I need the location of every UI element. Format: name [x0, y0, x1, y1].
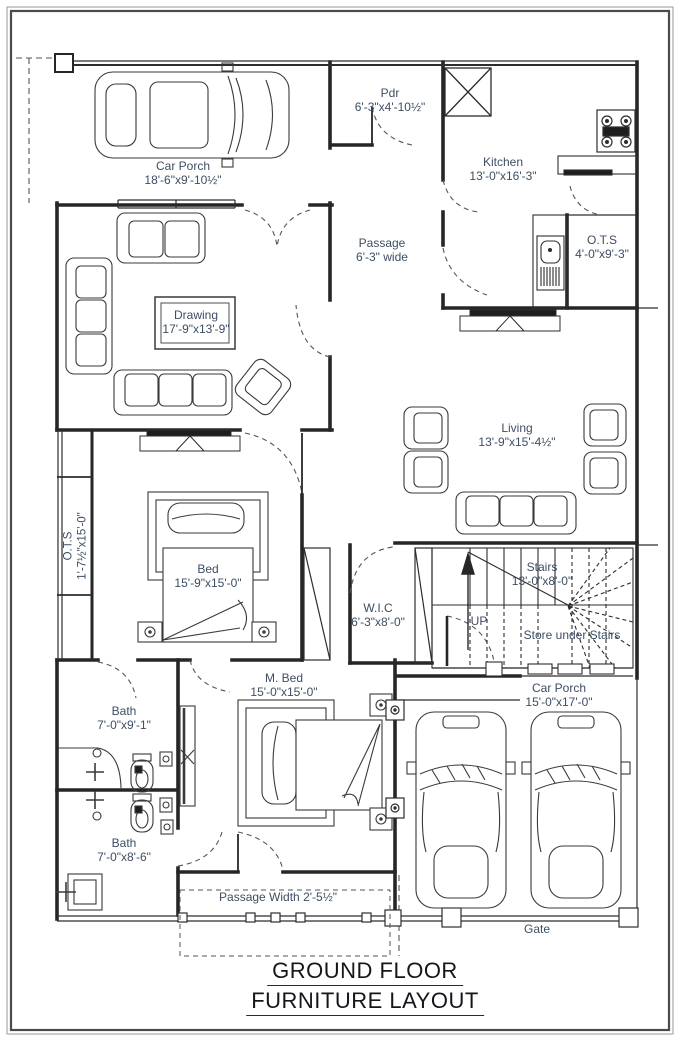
- label-bath-lower: Bath 7'-0"x8'-6": [97, 836, 151, 865]
- car-icon-bottom-right: [522, 712, 630, 908]
- car-icon-top: [95, 63, 289, 167]
- label-gate: Gate: [523, 922, 551, 936]
- label-passage-width: Passage Width 2'-5½": [219, 890, 337, 904]
- label-bed: Bed 15'-9"x15'-0": [174, 562, 242, 591]
- gate-boundary: [57, 908, 638, 927]
- label-car-porch-bottom: Car Porch 15'-0"x17'-0": [525, 681, 593, 710]
- stove-icon: [597, 110, 635, 152]
- sheet-border: [7, 7, 673, 1034]
- column-top-left: [55, 54, 73, 72]
- label-m-bed: M. Bed 15'-0"x15'-0": [250, 671, 318, 700]
- master-bed-furniture: [180, 694, 392, 830]
- kitchen-sink-icon: [537, 236, 564, 290]
- label-up: UP: [470, 614, 488, 628]
- tv-console-living: [460, 310, 560, 331]
- label-car-porch-top: Car Porch 18'-6"x9'-10½": [144, 159, 222, 188]
- label-ots-left: O.T.S 1'-7½"x15'-0": [62, 512, 88, 580]
- label-stairs: Stairs 13'-0"x8'-0": [511, 560, 573, 589]
- tv-console-bedroom: [140, 430, 240, 451]
- label-living: Living 13'-9"x15'-4½": [478, 421, 556, 450]
- label-ots-right: O.T.S 4'-0"x9'-3": [575, 233, 629, 262]
- label-pdr: Pdr 6'-3"x4'-10½": [354, 86, 426, 115]
- drawing-title: [246, 958, 484, 1018]
- stairs-up-arrow: [462, 554, 474, 650]
- title-line-1: GROUND FLOOR: [267, 958, 463, 986]
- kitchen-counter: [533, 156, 637, 308]
- label-kitchen: Kitchen 13'-0"x16'-3": [469, 155, 537, 184]
- label-store-under-stairs: Store under Stairs: [523, 628, 621, 642]
- label-bath-upper: Bath 7'-0"x9'-1": [97, 704, 151, 733]
- bath-fixtures: [56, 748, 173, 910]
- car-icon-bottom-left: [407, 712, 515, 908]
- title-line-2: FURNITURE LAYOUT: [246, 988, 484, 1016]
- label-wic: W.I.C 6'-3"x8'-0": [351, 601, 405, 630]
- kitchen-skylight-box: [445, 68, 491, 116]
- label-passage: Passage 6'-3" wide: [356, 236, 408, 265]
- property-dashed-line: [16, 58, 399, 956]
- label-drawing: Drawing 17'-9"x13'-9": [162, 308, 230, 337]
